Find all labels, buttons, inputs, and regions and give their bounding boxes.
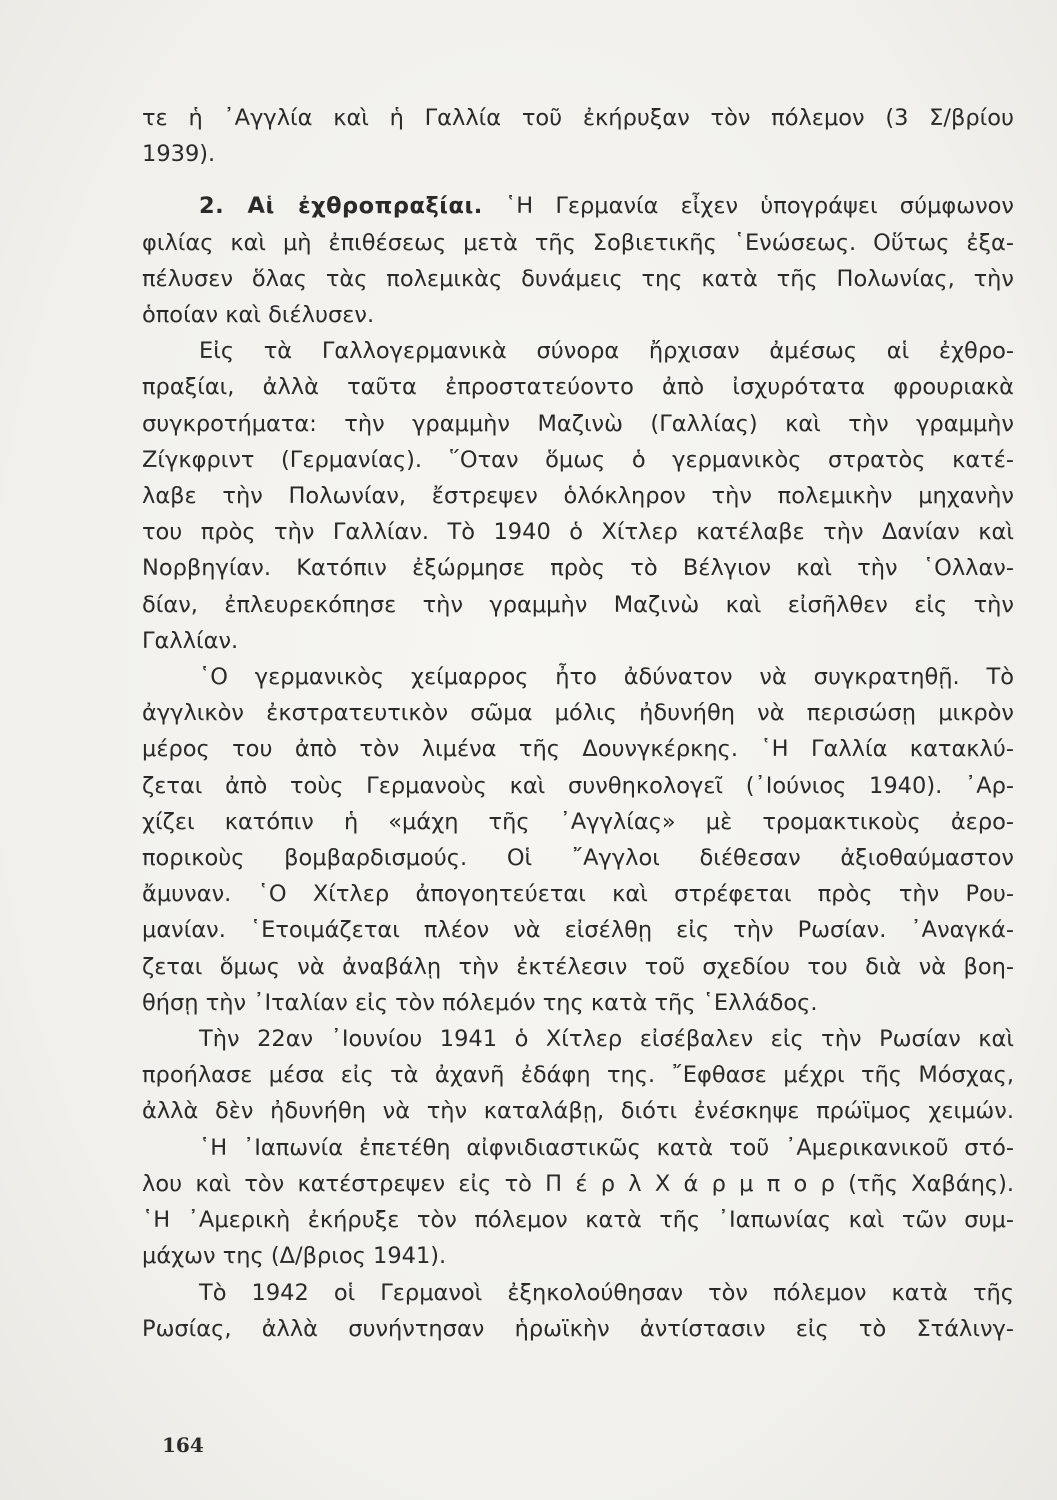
paragraph-invasion-of-russia xyxy=(142,1021,1014,1130)
section-heading: 2. Αἱ ἐχθροπραξίαι. xyxy=(199,193,483,220)
text-line: φιλίας καὶ μὴ ἐπιθέσεως μετὰ τῆς Σοβιετικῆς ῾Ενώσεως. Οὕτως ἐξα- xyxy=(142,229,1014,256)
paragraph-1942 xyxy=(142,1275,1014,1347)
text-line: χίζει κατόπιν ἡ «μάχη τῆς ᾿Αγγλίας» μὲ τρομακτικοὺς ἀερο- xyxy=(142,808,1014,835)
text-line: ὁποίαν καὶ διέλυσεν. xyxy=(142,302,375,329)
text-line: δίαν, ἐπλευρεκόπησε τὴν γραμμὴν Μαζινὼ καὶ εἰσῆλθεν εἰς τὴν xyxy=(142,591,1014,618)
text-line: ἀγγλικὸν ἐκστρατευτικὸν σῶμα μόλις ἠδυνήθη νὰ περισώσῃ μικρὸν xyxy=(142,700,1014,727)
text-line: ἄμυναν. ῾Ο Χίτλερ ἀπογοητεύεται καὶ στρέφεται πρὸς τὴν Ρου- xyxy=(142,881,1014,908)
text-line: Εἰς τὰ Γαλλογερμανικὰ σύνορα ἤρχισαν ἀμέσως αἱ ἐχθρο- xyxy=(199,338,1014,365)
text-line: του πρὸς τὴν Γαλλίαν. Τὸ 1940 ὁ Χίτλερ κατέλαβε τὴν Δανίαν καὶ xyxy=(142,519,1014,546)
body-text xyxy=(142,100,1014,1347)
text-line: 1939). xyxy=(142,141,216,168)
text-line: πορικοὺς βομβαρδισμούς. Οἱ ῎Αγγλοι διέθεσαν ἀξιοθαύμαστον xyxy=(142,845,1014,872)
text-line: μανίαν. ῾Ετοιμάζεται πλέον νὰ εἰσέλθῃ εἰς τὴν Ρωσίαν. ᾿Αναγκά- xyxy=(142,917,1014,944)
text-line: συγκροτήματα: τὴν γραμμὴν Μαζινὼ (Γαλλίας) καὶ τὴν γραμμὴν xyxy=(142,410,1014,437)
text-line: προήλασε μέσα εἰς τὰ ἀχανῆ ἐδάφη της. ῎Εφθασε μέχρι τῆς Μόσχας, xyxy=(142,1062,1014,1089)
text-line: πέλυσεν ὅλας τὰς πολεμικὰς δυνάμεις της κατὰ τῆς Πολωνίας, τὴν xyxy=(142,265,1014,292)
text-line: λου καὶ τὸν κατέστρεψεν εἰς τὸ Π έ ρ λ Χ ά ρ μ π ο ρ (τῆς Χαβάης). xyxy=(142,1170,1014,1197)
text-line: λαβε τὴν Πολωνίαν, ἔστρεψεν ὁλόκληρον τὴν πολεμικὴν μηχανὴν xyxy=(142,483,1014,510)
text-line: μάχων της (Δ/βριος 1941). xyxy=(142,1243,447,1270)
text-line: μέρος του ἀπὸ τὸν λιμένα τῆς Δουνγκέρκης. ῾Η Γαλλία κατακλύ- xyxy=(142,736,1014,763)
page-number: 164 xyxy=(162,1433,204,1457)
paragraph-declaration-of-war xyxy=(142,100,1014,172)
paragraph-pearl-harbor xyxy=(142,1130,1014,1275)
text-line: πραξίαι, ἀλλὰ ταῦτα ἐπροστατεύοντο ἀπὸ ἰσχυρότατα φρουριακὰ xyxy=(142,374,1014,401)
text-line: Τὸ 1942 οἱ Γερμανοὶ ἐξηκολούθησαν τὸν πόλεμον κατὰ τῆς xyxy=(199,1279,1014,1306)
text-line: τε ἡ ᾿Αγγλία καὶ ἡ Γαλλία τοῦ ἐκήρυξαν τὸν πόλεμον (3 Σ/βρίου xyxy=(142,105,1014,131)
text-line: ῾Η ᾿Ιαπωνία ἐπετέθη αἰφνιδιαστικῶς κατὰ τοῦ ᾿Αμερικανικοῦ στό- xyxy=(199,1134,1014,1161)
text-line: ῾Ο γερμανικὸς χείμαρρος ἦτο ἀδύνατον νὰ συγκρατηθῇ. Τὸ xyxy=(199,664,1014,691)
text-fragment: ῾Η Γερμανία εἶχεν ὑπογράψει σύμφωνον xyxy=(482,193,1014,220)
text-line: ῾Η ᾿Αμερικὴ ἐκήρυξε τὸν πόλεμον κατὰ τῆς ᾿Ιαπωνίας καὶ τῶν συμ- xyxy=(142,1207,1014,1234)
text-line: ζεται ὅμως νὰ ἀναβάλῃ τὴν ἐκτέλεσιν τοῦ σχεδίου του διὰ νὰ βοη- xyxy=(142,953,1014,980)
text-line xyxy=(142,188,1014,224)
text-line: Ζίγκφριντ (Γερμανίας). ῞Οταν ὅμως ὁ γερμανικὸς στρατὸς κατέ- xyxy=(142,446,1014,473)
text-line: Ρωσίας, ἀλλὰ συνήντησαν ἡρωϊκὴν ἀντίστασιν εἰς τὸ Στάλινγ- xyxy=(142,1315,1014,1342)
text-line: θήσῃ τὴν ᾿Ιταλίαν εἰς τὸν πόλεμόν της κατὰ τῆς ῾Ελλάδος. xyxy=(142,989,818,1016)
paragraph-hostilities xyxy=(142,188,1014,333)
text-line: ἀλλὰ δὲν ἠδυνήθη νὰ τὴν καταλάβῃ, διότι ἐνέσκηψε πρώϊμος χειμών. xyxy=(142,1098,1014,1125)
text-line: Τὴν 22αν ᾿Ιουνίου 1941 ὁ Χίτλερ εἰσέβαλεν εἰς τὴν Ρωσίαν καὶ xyxy=(199,1026,1014,1053)
paragraph-fall-of-france xyxy=(142,659,1014,1021)
text-line: Γαλλίαν. xyxy=(142,627,239,654)
text-line: ζεται ἀπὸ τοὺς Γερμανοὺς καὶ συνθηκολογεῖ (᾿Ιούνιος 1940). ᾿Αρ- xyxy=(142,772,1014,799)
text-line: Νορβηγίαν. Κατόπιν ἐξώρμησε πρὸς τὸ Βέλγιον καὶ τὴν ῾Ολλαν- xyxy=(142,555,1014,582)
paragraph-western-front xyxy=(142,333,1014,659)
